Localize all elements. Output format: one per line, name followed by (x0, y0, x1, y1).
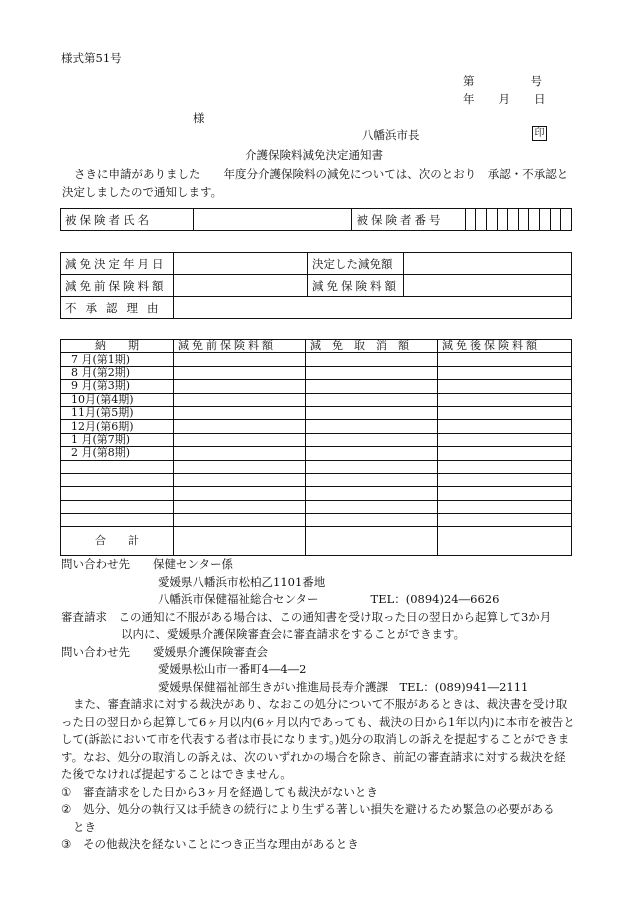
notice-number (463, 73, 542, 89)
cancel-amount-cell[interactable] (306, 514, 438, 527)
insured-number-label: 被保険者番号 (352, 209, 465, 231)
period-cell[interactable] (61, 500, 174, 513)
form-number: 様式第51号 (61, 51, 122, 65)
rejection-reason-value[interactable] (174, 297, 572, 319)
lawsuit-paragraph: また、審査請求に対する裁決があり、なおこの処分について不服があるときは、裁決書を受け取った日の翌日から起算して6ヶ月以内(6ヶ月以内であっても、裁決の日から1年以内)に本市を被告として(訴訟において市を代表する者は市長になります。)処分の取消しの訴えを提起することができます。なお、処分の取消しの訴えは、次のいずれかの場合を除き、前記の審査請求に対する裁決を経た後でなければ提起することはできません。 (61, 697, 575, 781)
item1-text: 審査請求をした日から3ヶ月を経過しても裁決がないとき (83, 784, 378, 799)
contact2-office: 愛媛県保健福祉部生きがい推進局長寿介護課 (158, 679, 388, 694)
pre-premium-cell[interactable] (174, 460, 306, 473)
insured-number-digit[interactable] (550, 209, 561, 231)
period-cell[interactable] (61, 473, 174, 486)
insured-number-digit[interactable] (540, 209, 551, 231)
period-label: 7 月(第1期) (61, 353, 174, 366)
post-premium-cell[interactable] (438, 353, 572, 366)
pre-premium-cell[interactable] (174, 380, 306, 393)
pre-premium-cell[interactable] (174, 433, 306, 446)
insured-number-digit[interactable] (529, 209, 540, 231)
cancel-amount-cell[interactable] (306, 393, 438, 406)
insured-number-digit[interactable] (486, 209, 497, 231)
insured-name-label: 被保険者氏名 (61, 209, 194, 231)
intro-text: さきに申請がありました 年度分介護保険料の減免については、次のとおり 承認・不承認と決定しましたので通知します。 (62, 167, 569, 199)
table-row (61, 514, 572, 527)
document-title: 介護保険料減免決定通知書 (245, 148, 383, 162)
table-row (61, 487, 572, 500)
header-cancel-amount: 減 免 取 消 額 (306, 340, 438, 353)
pre-premium-cell[interactable] (174, 353, 306, 366)
reduced-premium-value[interactable] (404, 275, 572, 297)
total-row (61, 527, 572, 556)
post-premium-cell[interactable] (438, 473, 572, 486)
pre-premium-label: 減免前保険料額 (61, 275, 174, 297)
period-label: 10月(第4期) (61, 393, 174, 406)
pre-premium-cell[interactable] (174, 473, 306, 486)
post-premium-cell[interactable] (438, 447, 572, 460)
period-cell[interactable] (61, 487, 174, 500)
insured-table (60, 208, 572, 231)
review-text-2: 以内に、愛媛県介護保険審査会に審査請求をすることができます。 (121, 627, 466, 641)
contact1-tel: TEL：(0894)24―6626 (370, 592, 500, 606)
pre-premium-cell[interactable] (174, 393, 306, 406)
pre-premium-cell[interactable] (174, 420, 306, 433)
pre-premium-cell[interactable] (174, 366, 306, 379)
period-label: 2 月(第8期) (61, 447, 174, 460)
notes-section (61, 556, 576, 854)
issuer: 八幡浜市長 (362, 128, 420, 142)
item1-number: ① (61, 784, 72, 799)
review-label: 審査請求 (61, 609, 107, 624)
seal-mark: 印 (532, 126, 547, 141)
table-row (61, 500, 572, 513)
header-period: 納 期 (61, 340, 174, 353)
post-premium-cell[interactable] (438, 393, 572, 406)
number-prefix: 第 (463, 74, 475, 88)
rejection-reason-label: 不承認理由 (61, 297, 174, 319)
post-premium-cell[interactable] (438, 500, 572, 513)
cancel-amount-cell[interactable] (306, 500, 438, 513)
table-row (61, 380, 572, 393)
table-row (61, 420, 572, 433)
day-label: 日 (534, 92, 546, 106)
contact1-label: 問い合わせ先 (61, 557, 130, 571)
insured-number-digit[interactable] (476, 209, 487, 231)
cancel-amount-cell[interactable] (306, 487, 438, 500)
post-premium-cell[interactable] (438, 460, 572, 473)
insured-number-digit[interactable] (508, 209, 519, 231)
cancel-amount-cell[interactable] (306, 460, 438, 473)
table-row (61, 406, 572, 419)
cancel-amount-cell[interactable] (306, 353, 438, 366)
total-pre-premium[interactable] (174, 527, 306, 556)
period-label: 8 月(第2期) (61, 366, 174, 379)
period-label: 1 月(第7期) (61, 433, 174, 446)
decision-date-value[interactable] (174, 253, 308, 275)
period-label: 12月(第6期) (61, 420, 174, 433)
premium-table (60, 339, 572, 556)
cancel-amount-cell[interactable] (306, 433, 438, 446)
insured-number-digit[interactable] (561, 209, 572, 231)
insured-name-value[interactable] (194, 209, 352, 231)
post-premium-cell[interactable] (438, 380, 572, 393)
insured-number-digit[interactable] (518, 209, 529, 231)
cancel-amount-cell[interactable] (306, 380, 438, 393)
cancel-amount-cell[interactable] (306, 420, 438, 433)
contact1-address: 愛媛県八幡浜市松柏乙1101番地 (158, 574, 326, 589)
table-row (61, 366, 572, 379)
decided-amount-label: 決定した減免額 (308, 253, 404, 275)
pre-premium-cell[interactable] (174, 500, 306, 513)
table-row (61, 460, 572, 473)
table-row (61, 473, 572, 486)
cancel-amount-cell[interactable] (306, 366, 438, 379)
item3-text: その他裁決を経ないことにつき正当な理由があるとき (83, 837, 359, 851)
pre-premium-value[interactable] (174, 275, 308, 297)
cancel-amount-cell[interactable] (306, 473, 438, 486)
cancel-amount-cell[interactable] (306, 447, 438, 460)
post-premium-cell[interactable] (438, 366, 572, 379)
post-premium-cell[interactable] (438, 514, 572, 527)
item3-number: ③ (61, 837, 72, 851)
pre-premium-cell[interactable] (174, 406, 306, 419)
decided-amount-value[interactable] (404, 253, 572, 275)
table-row (61, 447, 572, 460)
decision-table (60, 252, 572, 319)
month-label: 月 (498, 92, 510, 106)
post-premium-cell[interactable] (438, 487, 572, 500)
notice-date (463, 91, 546, 107)
post-premium-cell[interactable] (438, 420, 572, 433)
period-label: 9 月(第3期) (61, 380, 174, 393)
total-cancel-amount[interactable] (306, 527, 438, 556)
number-suffix: 号 (530, 74, 542, 88)
year-label: 年 (463, 92, 475, 106)
contact1-name: 保健センター係 (153, 557, 234, 571)
contact2-address: 愛媛県松山市一番町4―4―2 (158, 662, 307, 676)
pre-premium-cell[interactable] (174, 487, 306, 500)
period-cell[interactable] (61, 514, 174, 527)
header-pre-premium: 減免前保険料額 (174, 340, 306, 353)
period-cell[interactable] (61, 460, 174, 473)
header-post-premium: 減免後保険料額 (438, 340, 572, 353)
period-label: 11月(第5期) (61, 406, 174, 419)
review-text-1: この通知に不服がある場合は、この通知書を受け取った日の翌日から起算して3か月 (118, 609, 552, 624)
total-label: 合 計 (61, 527, 174, 556)
reduced-premium-label: 減免保険料額 (308, 275, 404, 297)
contact1-office: 八幡浜市保健福祉総合センター (158, 592, 319, 606)
decision-date-label: 減免決定年月日 (61, 253, 174, 275)
insured-number-digit[interactable] (465, 209, 476, 231)
recipient-suffix: 様 (193, 111, 205, 125)
cancel-amount-cell[interactable] (306, 406, 438, 419)
insured-number-digit[interactable] (497, 209, 508, 231)
item2-number: ② (61, 802, 72, 816)
table-row (61, 353, 572, 366)
table-row (61, 393, 572, 406)
post-premium-cell[interactable] (438, 406, 572, 419)
contact2-label: 問い合わせ先 (61, 644, 130, 659)
contact2-tel: TEL：(089)941―2111 (399, 679, 529, 694)
post-premium-cell[interactable] (438, 433, 572, 446)
pre-premium-cell[interactable] (174, 514, 306, 527)
item2-text-continued: とき (73, 819, 96, 834)
item2-text: 処分、処分の執行又は手続きの続行により生ずる著しい損失を避けるため緊急の必要がある (83, 802, 555, 816)
table-row (61, 433, 572, 446)
pre-premium-cell[interactable] (174, 447, 306, 460)
total-post-premium[interactable] (438, 527, 572, 556)
contact2-name: 愛媛県介護保険審査会 (153, 644, 268, 659)
